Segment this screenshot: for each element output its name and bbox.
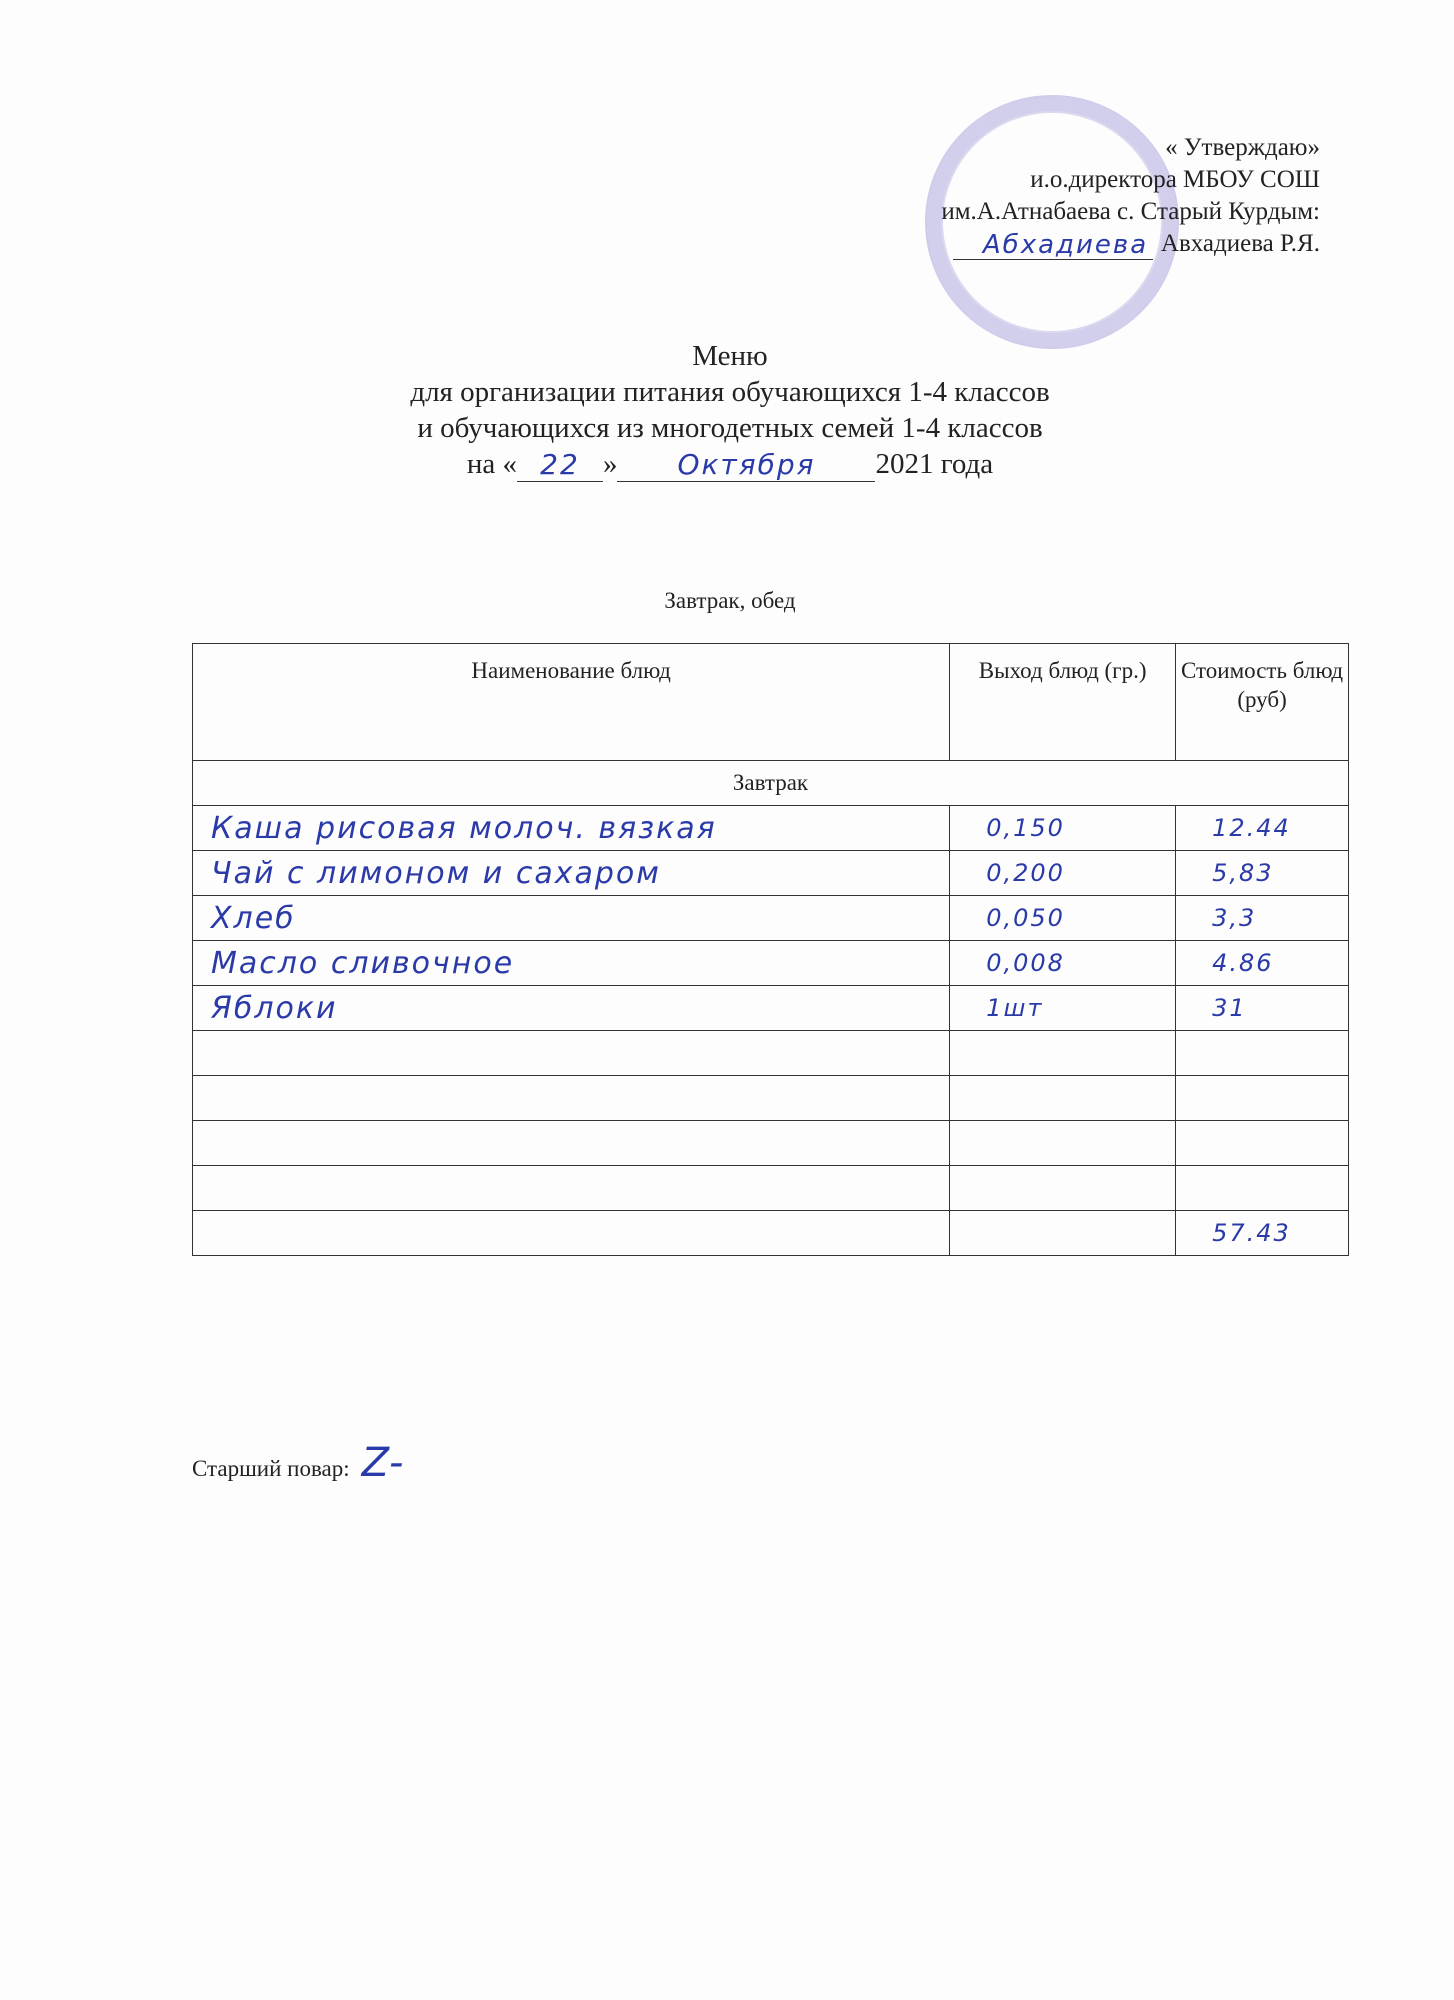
handwritten-name: Яблоки [211,990,338,1026]
handwritten-price [1176,1129,1212,1157]
handwritten-weight: 0,150 [986,814,1065,842]
day-blank [517,448,603,482]
cell-price [1176,806,1349,851]
handwritten-name: Каша рисовая молоч. вязкая [211,810,717,846]
date-line [300,446,1160,482]
handwritten-name [193,1036,211,1071]
cook-signature-block [192,1440,405,1486]
cell-name [193,896,950,941]
cell-weight [950,1166,1176,1211]
year-suffix: 2021 года [875,448,994,480]
handwritten-weight [950,1084,986,1112]
cell-name [193,986,950,1031]
approval-signature-line [700,228,1320,260]
handwritten-price: 5,83 [1212,859,1274,887]
table-row [193,1211,1349,1256]
cell-name [193,1121,950,1166]
approval-line-2: и.о.директора МБОУ СОШ [1030,166,1320,193]
table-row [193,1031,1349,1076]
director-name: Авхадиева Р.Я. [1160,230,1320,257]
table-row [193,1121,1349,1166]
handwritten-name: Хлеб [211,900,296,936]
approval-line-1: « Утверждаю» [1165,134,1320,161]
table-header-row [193,644,1349,761]
cell-name [193,1211,950,1256]
handwritten-name [193,1081,211,1116]
handwritten-name [193,1216,211,1251]
cell-weight [950,1031,1176,1076]
table-row [193,1076,1349,1121]
cell-price [1176,851,1349,896]
handwritten-weight [950,1174,986,1202]
header-price: Стоимость блюд (руб) [1176,644,1349,761]
cell-weight [950,851,1176,896]
handwritten-price: 12.44 [1212,814,1291,842]
cell-weight [950,1121,1176,1166]
handwritten-name: Масло сливочное [211,945,515,981]
handwritten-price: 57.43 [1212,1219,1291,1247]
cell-name [193,1076,950,1121]
handwritten-price [1176,1039,1212,1067]
month-value: Октября [677,448,816,481]
table-row [193,986,1349,1031]
handwritten-price [1176,1174,1212,1202]
handwritten-weight: 1шт [986,994,1044,1022]
title-line-1: Меню [692,340,768,372]
meal-type-heading: Завтрак, обед [664,588,796,613]
table-row [193,806,1349,851]
cell-price [1176,1031,1349,1076]
handwritten-weight: 0,008 [986,949,1065,977]
cell-name [193,806,950,851]
menu-rows [193,806,1349,1256]
title-line-3: и обучающихся из многодетных семей 1-4 классов [417,412,1043,444]
handwritten-weight [950,1039,986,1067]
handwritten-weight: 0,050 [986,904,1065,932]
director-signature: Абхадиева [982,230,1149,260]
table-row [193,896,1349,941]
approval-line-3: им.А.Атнабаева с. Старый Курдым: [941,198,1320,225]
cook-signature: Z- [361,1440,406,1486]
title-line-2: для организации питания обучающихся 1-4 классов [410,376,1050,408]
cell-name [193,941,950,986]
handwritten-weight [950,1219,986,1247]
table-row [193,851,1349,896]
handwritten-price [1176,1084,1212,1112]
cell-name [193,1031,950,1076]
date-prefix: на « [466,448,517,480]
cell-price [1176,941,1349,986]
approval-block [700,132,1320,260]
cell-price [1176,1121,1349,1166]
cell-weight [950,941,1176,986]
cook-label: Старший повар: [192,1456,350,1481]
table-row [193,1166,1349,1211]
cell-name [193,851,950,896]
handwritten-price: 4.86 [1212,949,1274,977]
cell-price [1176,986,1349,1031]
section-label: Завтрак [193,761,1349,806]
cell-price [1176,1211,1349,1256]
cell-weight [950,1211,1176,1256]
header-dish-name: Наименование блюд [193,644,950,761]
cell-price [1176,1076,1349,1121]
cell-weight [950,896,1176,941]
month-blank [617,448,875,482]
handwritten-price: 3,3 [1212,904,1257,932]
cell-name [193,1166,950,1211]
handwritten-price: 31 [1212,994,1247,1022]
day-value: 22 [540,448,580,481]
signature-blank [953,231,1153,260]
handwritten-name [193,1126,211,1161]
handwritten-name: Чай с лимоном и сахаром [211,855,661,891]
cell-price [1176,896,1349,941]
document-title [300,338,1160,482]
cell-price [1176,1166,1349,1211]
date-mid: » [602,448,618,480]
handwritten-name [193,1171,211,1206]
cell-weight [950,806,1176,851]
menu-table [192,643,1349,1256]
section-row [193,761,1349,806]
cell-weight [950,986,1176,1031]
handwritten-weight [950,1129,986,1157]
table-row [193,941,1349,986]
header-weight: Выход блюд (гр.) [950,644,1176,761]
handwritten-weight: 0,200 [986,859,1065,887]
cell-weight [950,1076,1176,1121]
